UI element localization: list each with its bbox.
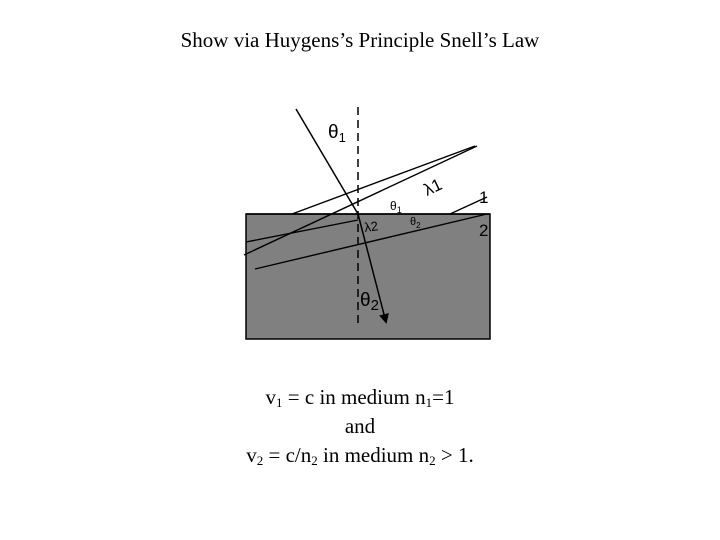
wavefront-2-incident [292, 146, 475, 214]
slide-title: Show via Huygens’s Principle Snell’s Law [180, 28, 540, 52]
velocity-line-3: $v_2 = c/n_2$ in medium $n_2 > 1$. [246, 443, 474, 468]
velocity-line-2: and [344, 414, 376, 438]
velocity-line-1: $v_1 = c$ in medium $n_1=1$ [265, 385, 455, 410]
incident-ray [296, 109, 358, 214]
theta2-bottom-label: $\theta_2$ [360, 290, 379, 314]
theta2-small-label: $\theta_2$ [410, 216, 421, 230]
ray-1-label: 1 [479, 188, 489, 207]
theta1-top-label: $\theta_1$ [328, 122, 346, 145]
lambda1-label: λ1 [420, 174, 445, 200]
velocity-text [0, 383, 720, 470]
lambda2-label: λ2 [363, 218, 380, 235]
theta1-small-label: $\theta_1$ [390, 199, 402, 215]
ray-2-label: 2 [479, 221, 489, 240]
